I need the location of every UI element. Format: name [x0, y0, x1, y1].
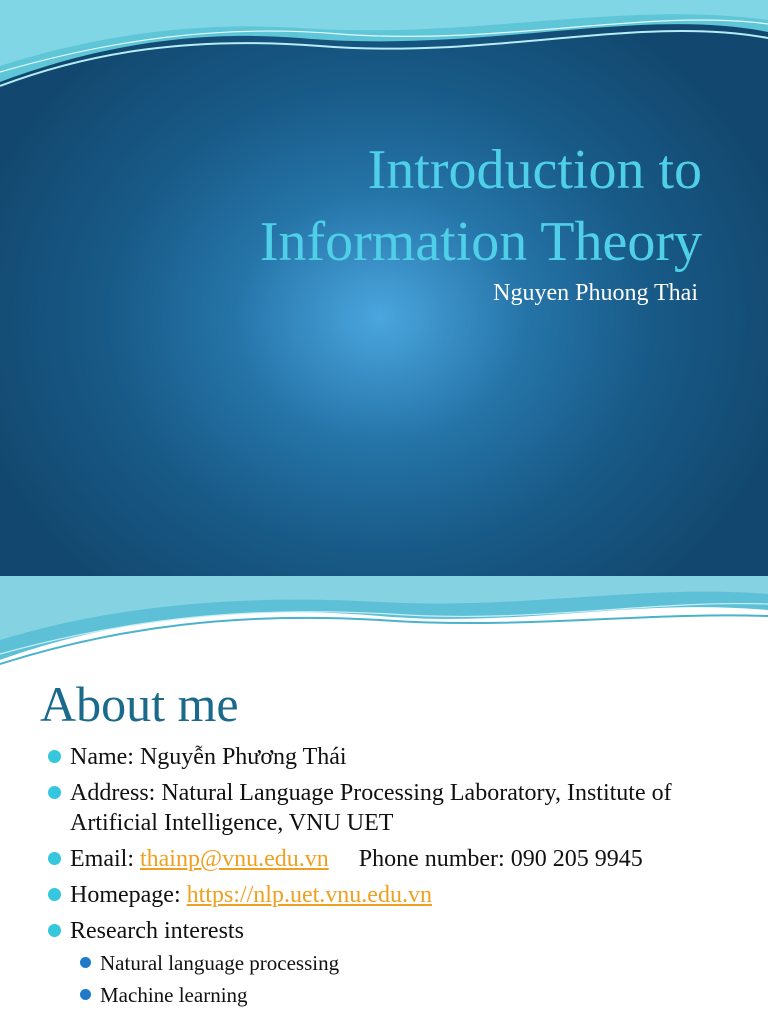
slide2-wave-decoration [0, 576, 768, 676]
bullet-icon [48, 888, 61, 901]
bullet-icon [48, 924, 61, 937]
about-me-list [70, 742, 750, 1016]
list-item [100, 980, 750, 1010]
about-me-heading: About me [40, 676, 239, 732]
sub-bullet-icon [80, 957, 91, 968]
bullet-icon [48, 750, 61, 763]
list-item [70, 916, 750, 1010]
name-text: Name: Nguyễn Phương Thái [70, 744, 347, 770]
research-item: Natural language processing [100, 951, 340, 975]
list-item [70, 742, 750, 772]
list-item [70, 880, 750, 910]
phone-text: Phone number: 090 205 9945 [358, 846, 643, 872]
email-link[interactable]: thainp@vnu.edu.vn [139, 846, 329, 872]
homepage-label: Homepage: [70, 882, 187, 908]
homepage-link[interactable]: https://nlp.uet.vnu.edu.vn [186, 882, 432, 908]
list-item [100, 948, 750, 978]
research-interests-list [100, 948, 750, 1010]
list-item [70, 778, 750, 838]
bullet-icon [48, 852, 61, 865]
list-item [70, 844, 750, 874]
sub-bullet-icon [80, 989, 91, 1000]
title-line-2: Information Theory [259, 211, 702, 273]
research-item: Machine learning [100, 983, 248, 1007]
author-name: Nguyen Phuong Thai [493, 280, 698, 306]
address-text: Address: Natural Language Processing Laboratory, Institute of Artificial Intelligence, VNU UET [70, 780, 672, 836]
top-wave-decoration [0, 0, 768, 110]
bullet-icon [48, 786, 61, 799]
research-interests-label: Research interests [70, 918, 244, 944]
title-line-1: Introduction to [367, 139, 702, 201]
email-label: Email: [70, 846, 140, 872]
presentation-title [260, 134, 702, 278]
